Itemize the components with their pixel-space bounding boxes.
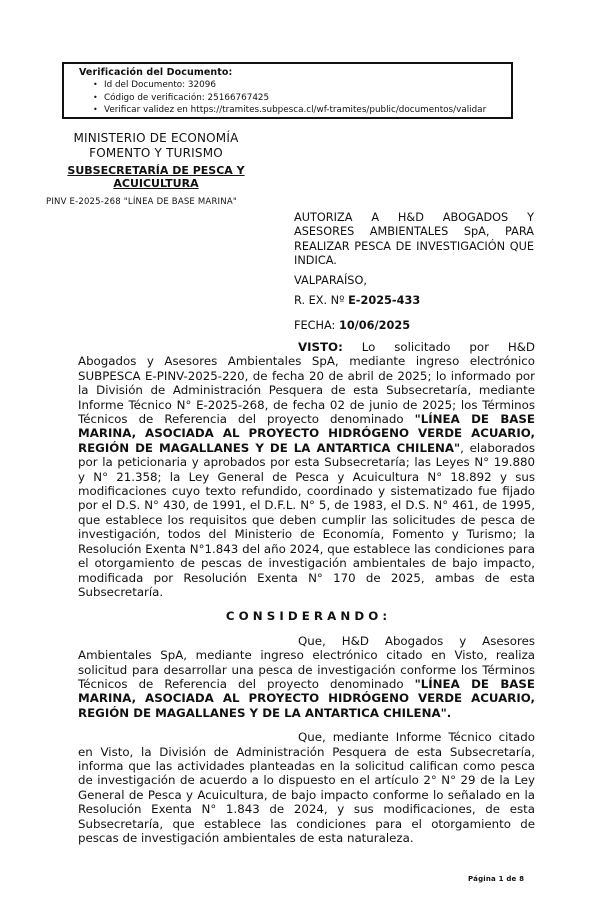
ministry-line2: FOMENTO Y TURISMO xyxy=(89,145,223,160)
date-line xyxy=(294,319,534,333)
ministry-line1: MINISTERIO DE ECONOMÍA xyxy=(73,131,239,145)
subsecretaria-name xyxy=(38,165,274,190)
visto-project-title: "LÍNEA DE BASE MARINA, ASOCIADA AL PROYECTO HIDRÓGENO VERDE ACUARIO, REGIÓN DE MAGALLANES Y DE LA ANTARTICA CHILENA" xyxy=(78,412,535,455)
project-reference: PINV E-2025-268 "LÍNEA DE BASE MARINA" xyxy=(46,197,237,207)
visto-label: VISTO: xyxy=(298,340,343,354)
verification-box xyxy=(62,62,513,119)
bullet-icon: • xyxy=(93,92,98,102)
verification-item-text: Id del Documento: 32096 xyxy=(104,80,216,90)
subject-text: AUTORIZA A H&D ABOGADOS Y ASESORES AMBIENTALES SpA, PARA REALIZAR PESCA DE INVESTIGACIÓN QUE INDICA. xyxy=(294,211,534,268)
date-prefix: FECHA: xyxy=(294,319,339,333)
considerando-paragraph-1 xyxy=(78,634,535,720)
considerando-1-text: Que, H&D Abogados y Asesores Ambientales SpA, mediante ingreso electrónico citado en Visto, realiza solicitud para desarrollar una pesca de investigación conforme los Términos Técnicos de Referencia del proyecto denominado xyxy=(78,633,535,691)
considerando-heading: C O N S I D E R A N D O : xyxy=(225,609,388,624)
visto-text-2: , elaborados por la peticionaria y aprobados por esta Subsecretaría; las Leyes N° 19.880 y N° 21.358; la Ley General de Pesca y Acuicultura N° 18.892 y sus modificaciones cuyo texto refundido, coordinado y sistematizado fue fijado por el D.S. N° 430, de 1991, el D.F.L. N° 5, de 1983, el D.S. N° 461, de 1995, que establece los requisitos que deben cumplir las solicitudes de pesca de investigación, todos del Ministerio de Economía, Fomento y Turismo; la Resolución Exenta N°1.843 del año 2024, que establece las condiciones para el otorgamiento de pescas de investigación ambientales de bajo impacto, modificada por Resolución Exenta N° 170 de 2025, ambas de esta Subsecretaría. xyxy=(78,440,535,599)
considerando-1-project-title: "LÍNEA DE BASE MARINA, ASOCIADA AL PROYECTO HIDRÓGENO VERDE ACUARIO, REGIÓN DE MAGALLANES Y DE LA ANTARTICA CHILENA". xyxy=(78,676,535,720)
verification-item-text: Código de verificación: 25166767425 xyxy=(104,92,270,103)
letterhead xyxy=(38,131,274,207)
resolution-number: E-2025-433 xyxy=(348,294,421,308)
considerando-paragraph-2: Que, mediante Informe Técnico citado en Visto, la División de Administración Pesquera de esta Subsecretaría, informa que las actividades planteadas en la solicitud califican como pesca de investigación de acuerdo a lo dispuesto en el artículo 2° N° 29 de la Ley General de Pesca y Acuicultura, de bajo impacto conforme lo señalado en la Resolución Exenta N° 1.843 de 2024, y sus modificaciones, de esta Subsecretaría, que establece las condiciones para el otorgamiento de pescas de investigación ambientales de esta naturaleza. xyxy=(78,730,535,845)
date-value: 10/06/2025 xyxy=(338,319,411,333)
visto-paragraph xyxy=(78,340,535,599)
visto-text-1: Lo solicitado por H&D Abogados y Asesores Ambientales SpA, mediante ingreso electrónico SUBPESCA E-PINV-2025-220, de fecha 20 de abril de 2025; lo informado por la División de Administración Pesquera de esta Subsecretaría, mediante Informe Técnico N° E-2025-268, de fecha 02 de junio de 2025; los Términos Técnicos de Referencia del proyecto denominado xyxy=(78,340,535,427)
verification-item-url xyxy=(79,104,505,117)
page-number: Página 1 de 8 xyxy=(468,875,525,883)
subsecretaria-line2: ACUICULTURA xyxy=(113,176,199,190)
subsecretaria-line1: SUBSECRETARÍA DE PESCA Y xyxy=(67,164,245,177)
bullet-icon: • xyxy=(93,80,98,89)
document-body xyxy=(78,340,535,845)
verification-item-document-id xyxy=(79,79,505,92)
bullet-icon: • xyxy=(93,105,98,114)
verification-title: Verificación del Documento: xyxy=(79,67,233,78)
resolution-number-line xyxy=(294,294,534,308)
verification-url-text: Verificar validez en https://tramites.subpesca.cl/wf-tramites/public/documentos/validar xyxy=(104,105,487,115)
city-line: VALPARAÍSO, xyxy=(294,273,367,287)
resolution-prefix: R. EX. Nº xyxy=(294,294,349,308)
verification-item-code xyxy=(79,92,505,105)
ministry-name xyxy=(38,131,274,160)
subject-block xyxy=(294,211,534,334)
